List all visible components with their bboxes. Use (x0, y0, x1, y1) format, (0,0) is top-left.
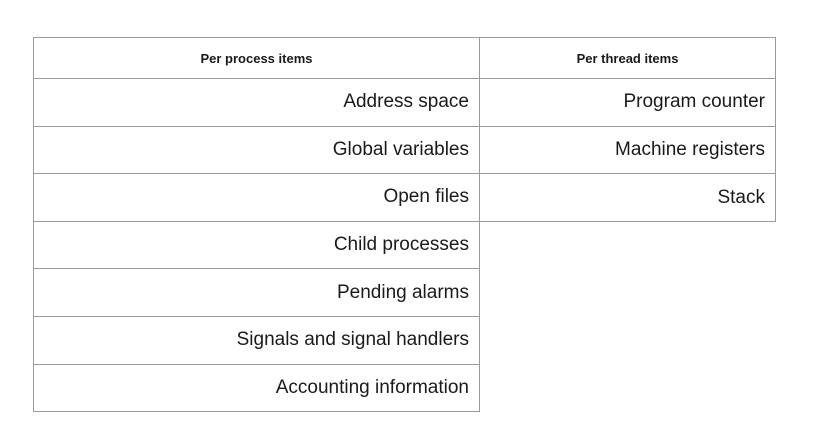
process-item-child-processes: Child processes (34, 222, 479, 270)
per-process-items-table (33, 37, 480, 412)
per-thread-items-table (479, 37, 776, 222)
process-item-address-space: Address space (34, 79, 479, 127)
process-item-pending-alarms: Pending alarms (34, 269, 479, 317)
thread-item-stack: Stack (717, 186, 765, 208)
thread-item-program-counter: Program counter (480, 79, 775, 127)
process-item-open-files: Open files (34, 174, 479, 222)
thread-item-machine-registers: Machine registers (480, 127, 775, 175)
per-thread-items-header: Per thread items (480, 38, 775, 79)
per-process-items-header: Per process items (34, 38, 479, 79)
process-item-signals-and-signal-handlers: Signals and signal handlers (34, 317, 479, 365)
process-item-global-variables: Global variables (34, 127, 479, 175)
process-item-accounting-information: Accounting information (275, 377, 469, 399)
